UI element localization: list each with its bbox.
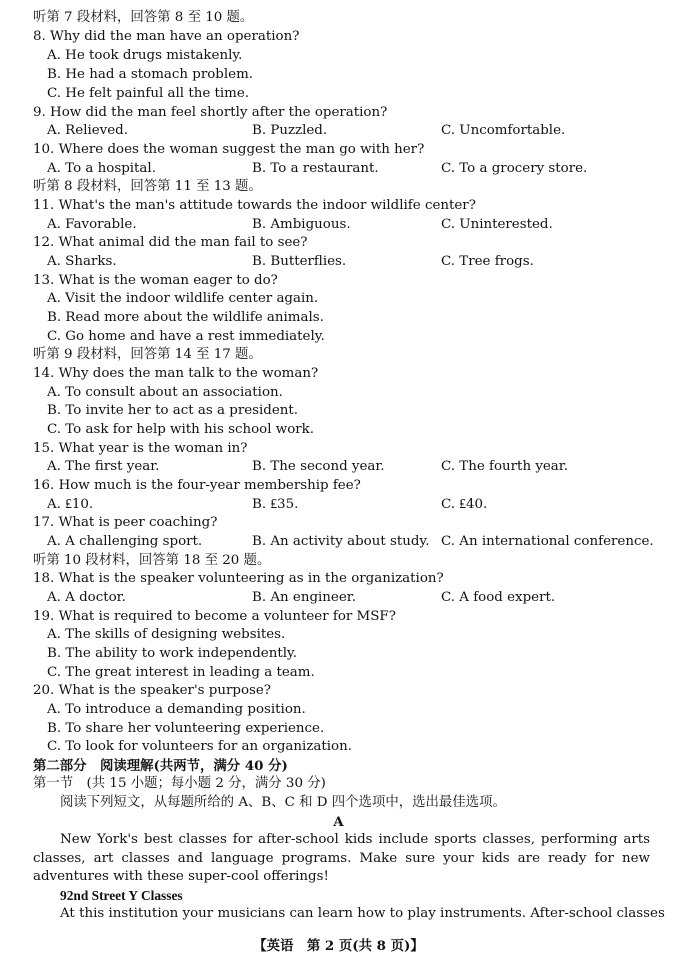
q10-option-c: C. To a grocery store. xyxy=(441,161,588,176)
q18-option-c: C. A food expert. xyxy=(441,590,556,605)
q17-option-a: A. A challenging sport. xyxy=(47,534,203,549)
q15-option-b: B. The second year. xyxy=(252,459,385,474)
q15-options xyxy=(0,458,677,477)
q17-option-c: C. An international conference. xyxy=(441,534,654,549)
q10-option-a: A. To a hospital. xyxy=(47,161,156,176)
q20-option-a: A. To introduce a demanding position. xyxy=(47,702,306,717)
passage-subheading: 92nd Street Y Classes xyxy=(60,888,183,903)
q16-option-c: C. ₤40. xyxy=(441,497,488,512)
q17-stem: 17. What is peer coaching? xyxy=(33,515,218,530)
q11-option-b: B. Ambiguous. xyxy=(252,217,351,232)
q11-option-c: C. Uninterested. xyxy=(441,217,553,232)
q13-option-b: B. Read more about the wildlife animals. xyxy=(47,310,324,325)
q10-option-b: B. To a restaurant. xyxy=(252,161,379,176)
part2-title: 第二部分 阅读理解(共两节，满分 40 分) xyxy=(33,758,288,774)
q12-option-a: A. Sharks. xyxy=(47,254,117,269)
q15-option-c: C. The fourth year. xyxy=(441,459,568,474)
q8-option-b: B. He had a stomach problem. xyxy=(47,67,254,82)
q10-options xyxy=(0,160,677,179)
section9-header: 听第 9 段材料，回答第 14 至 17 题。 xyxy=(33,347,262,362)
page-footer: 【英语 第 2 页(共 8 页)】 xyxy=(253,938,424,954)
part2-section1: 第一节 (共 15 小题；每小题 2 分，满分 30 分) xyxy=(33,776,326,791)
q8-option-a: A. He took drugs mistakenly. xyxy=(47,48,243,63)
q9-options xyxy=(0,122,677,141)
q12-stem: 12. What animal did the man fail to see? xyxy=(33,235,308,250)
q13-option-c: C. Go home and have a rest immediately. xyxy=(47,329,325,344)
q16-options xyxy=(0,496,677,515)
q19-option-b: B. The ability to work independently. xyxy=(47,646,298,661)
q20-stem: 20. What is the speaker's purpose? xyxy=(33,683,271,698)
q8-stem: 8. Why did the man have an operation? xyxy=(33,29,300,44)
q16-option-b: B. ₤35. xyxy=(252,497,299,512)
q15-stem: 15. What year is the woman in? xyxy=(33,441,248,456)
q9-option-b: B. Puzzled. xyxy=(252,123,328,138)
q14-option-a: A. To consult about an association. xyxy=(47,385,283,400)
q20-option-b: B. To share her volunteering experience. xyxy=(47,721,325,736)
q12-options xyxy=(0,253,677,272)
q18-stem: 18. What is the speaker volunteering as in the organization? xyxy=(33,571,444,586)
q11-option-a: A. Favorable. xyxy=(47,217,137,232)
q18-option-b: B. An engineer. xyxy=(252,590,356,605)
q18-options xyxy=(0,589,677,608)
q17-option-b: B. An activity about study. xyxy=(252,534,430,549)
q14-option-c: C. To ask for help with his school work. xyxy=(47,422,315,437)
q18-option-a: A. A doctor. xyxy=(47,590,126,605)
section10-header: 听第 10 段材料，回答第 18 至 20 题。 xyxy=(33,553,271,568)
passage-paragraph-1: New York's best classes for after-school kids include sports classes, performing arts classes, art classes and language programs. Make sure your kids are ready for new adventures with these super-cool offerings! xyxy=(33,832,650,885)
q13-option-a: A. Visit the indoor wildlife center again. xyxy=(47,291,319,306)
q11-stem: 11. What's the man's attitude towards the indoor wildlife center? xyxy=(33,198,476,213)
q9-stem: 9. How did the man feel shortly after the operation? xyxy=(33,105,388,120)
section7-header: 听第 7 段材料，回答第 8 至 10 题。 xyxy=(33,10,254,25)
q15-option-a: A. The first year. xyxy=(47,459,160,474)
q9-option-a: A. Relieved. xyxy=(47,123,128,138)
q13-stem: 13. What is the woman eager to do? xyxy=(33,273,278,288)
q20-option-c: C. To look for volunteers for an organization. xyxy=(47,739,352,754)
q12-option-b: B. Butterflies. xyxy=(252,254,347,269)
passage-paragraph-2: At this institution your musicians can learn how to play instruments. After-school classes xyxy=(60,906,665,921)
q16-option-a: A. ₤10. xyxy=(47,497,94,512)
q19-option-c: C. The great interest in leading a team. xyxy=(47,665,315,680)
q9-option-c: C. Uncomfortable. xyxy=(441,123,566,138)
part2-instruction: 阅读下列短文，从每题所给的 A、B、C 和 D 四个选项中，选出最佳选项。 xyxy=(60,795,506,810)
q10-stem: 10. Where does the woman suggest the man go with her? xyxy=(33,142,425,157)
q11-options xyxy=(0,216,677,235)
section8-header: 听第 8 段材料，回答第 11 至 13 题。 xyxy=(33,179,262,194)
q8-option-c: C. He felt painful all the time. xyxy=(47,86,250,101)
q14-option-b: B. To invite her to act as a president. xyxy=(47,403,299,418)
q12-option-c: C. Tree frogs. xyxy=(441,254,534,269)
q19-stem: 19. What is required to become a volunteer for MSF? xyxy=(33,609,396,624)
q17-options xyxy=(0,533,677,552)
passage-letter: A xyxy=(333,814,344,830)
q16-stem: 16. How much is the four-year membership fee? xyxy=(33,478,361,493)
q19-option-a: A. The skills of designing websites. xyxy=(47,627,286,642)
q14-stem: 14. Why does the man talk to the woman? xyxy=(33,366,319,381)
